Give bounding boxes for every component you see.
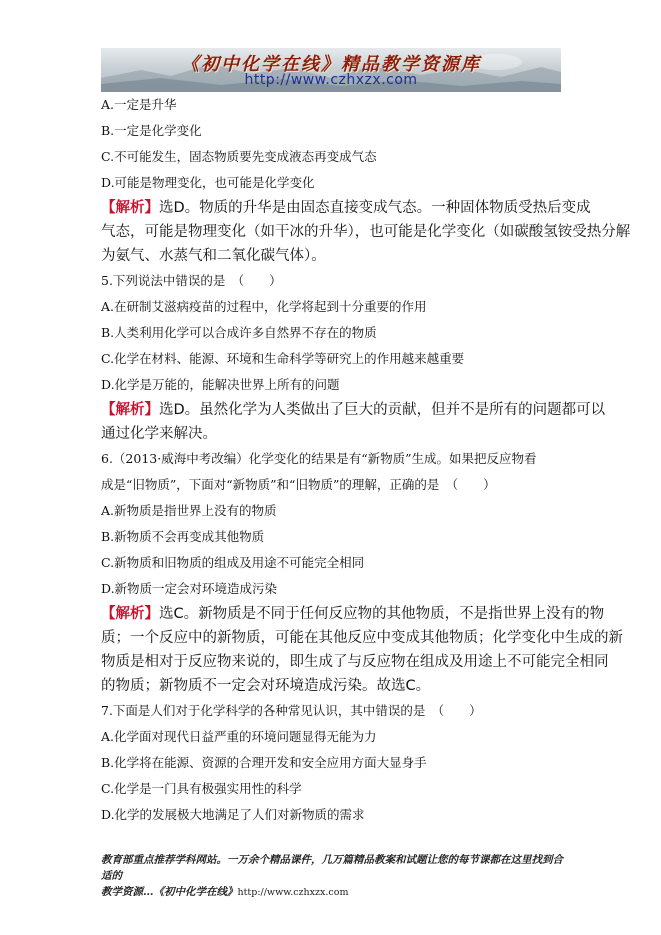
question-line — [101, 776, 581, 802]
question-line — [101, 698, 581, 724]
analysis-line — [101, 196, 591, 220]
line-text: 通过化学来解决。 — [101, 426, 217, 442]
line-text: D.新物质一定会对环境造成污染 — [101, 581, 278, 596]
line-text: 质；一个反应中的新物质，可能在其他反应中变成其他物质；化学变化中生成的新 — [101, 630, 623, 646]
analysis-line — [101, 220, 631, 244]
analysis-line — [101, 244, 581, 268]
line-text: C.化学在材料、能源、环境和生命科学等研究上的作用越来越重要 — [101, 351, 465, 366]
line-text: B.新物质不会再变成其他物质 — [101, 529, 265, 544]
question-line — [101, 118, 581, 144]
page-footer — [101, 852, 571, 901]
footer-line-1: 教育部重点推荐学科网站。一万余个精品课件，几万篇精品教案和试题让您的每节课都在这里找到合适的 — [101, 854, 563, 882]
question-line — [101, 346, 581, 372]
banner-url[interactable]: http://www.czhxzx.com — [244, 72, 418, 88]
line-text: A.化学面对现代日益严重的环境问题显得无能为力 — [101, 729, 377, 744]
line-text: 气态，可能是物理变化（如干冰的升华），也可能是化学变化（如碳酸氢铵受热分解 — [101, 224, 631, 240]
question-line — [101, 372, 581, 398]
line-text: 成是“旧物质”，下面对“新物质”和“旧物质”的理解，正确的是 （ ） — [101, 477, 496, 492]
question-line — [101, 802, 581, 828]
question-line — [101, 724, 581, 750]
question-line — [101, 446, 581, 472]
line-text: C.化学是一门具有极强实用性的科学 — [101, 781, 302, 796]
line-text: C.新物质和旧物质的组成及用途不可能完全相同 — [101, 555, 365, 570]
line-text: 为氨气、水蒸气和二氧化碳气体）。 — [101, 248, 326, 264]
line-text: A.新物质是指世界上没有的物质 — [101, 503, 277, 518]
line-text: B.一定是化学变化 — [101, 123, 202, 138]
line-text: 选C。新物质是不同于任何反应物的其他物质，不是指世界上没有的物 — [159, 606, 605, 622]
document-body — [101, 92, 631, 828]
line-text: 的物质；新物质不一定会对环境造成污染。故选C。 — [101, 678, 431, 694]
question-line — [101, 472, 581, 498]
analysis-line — [101, 650, 609, 674]
question-line — [101, 750, 581, 776]
question-line — [101, 498, 581, 524]
question-line — [101, 144, 581, 170]
line-text: B.人类利用化学可以合成许多自然界不存在的物质 — [101, 325, 377, 340]
line-text: A.在研制艾滋病疫苗的过程中，化学将起到十分重要的作用 — [101, 299, 427, 314]
analysis-line — [101, 398, 606, 422]
line-text: 物质是相对于反应物来说的，即生成了与反应物在组成及用途上不可能完全相同 — [101, 654, 609, 670]
footer-line-2: 教学资源…《初中化学在线》 — [101, 886, 238, 898]
analysis-line — [101, 422, 581, 446]
question-line — [101, 576, 581, 602]
analysis-tag: 【解析】 — [101, 402, 159, 418]
line-text: D.化学的发展极大地满足了人们对新物质的需求 — [101, 807, 365, 822]
line-text: 6.（2013·威海中考改编）化学变化的结果是有“新物质”生成。如果把反应物看 — [101, 451, 537, 466]
line-text: 7.下面是人们对于化学科学的各种常见认识，其中错误的是 （ ） — [101, 703, 482, 718]
question-line — [101, 524, 581, 550]
line-text: D.可能是物理变化，也可能是化学变化 — [101, 175, 315, 190]
line-text: 5.下列说法中错误的是 （ ） — [101, 273, 282, 288]
line-text: A.一定是升华 — [101, 97, 177, 112]
analysis-tag: 【解析】 — [101, 606, 159, 622]
line-text: 选D。虽然化学为人类做出了巨大的贡献，但并不是所有的问题都可以 — [159, 402, 606, 418]
question-line — [101, 320, 581, 346]
header-banner — [101, 48, 561, 92]
line-text: D.化学是万能的，能解决世界上所有的问题 — [101, 377, 340, 392]
analysis-line — [101, 602, 605, 626]
banner-title: 《初中化学在线》精品教学资源库 — [181, 54, 481, 75]
analysis-line — [101, 674, 581, 698]
line-text: B.化学将在能源、资源的合理开发和安全应用方面大显身手 — [101, 755, 427, 770]
line-text: C.不可能发生，固态物质要先变成液态再变成气态 — [101, 149, 377, 164]
question-line — [101, 170, 581, 196]
footer-url[interactable]: http://www.czhxzx.com — [237, 887, 349, 898]
analysis-line — [101, 626, 623, 650]
question-line — [101, 92, 581, 118]
line-text: 选D。物质的升华是由固态直接变成气态。一种固体物质受热后变成 — [159, 200, 591, 216]
analysis-tag: 【解析】 — [101, 200, 159, 216]
question-line — [101, 268, 581, 294]
question-line — [101, 550, 581, 576]
question-line — [101, 294, 581, 320]
